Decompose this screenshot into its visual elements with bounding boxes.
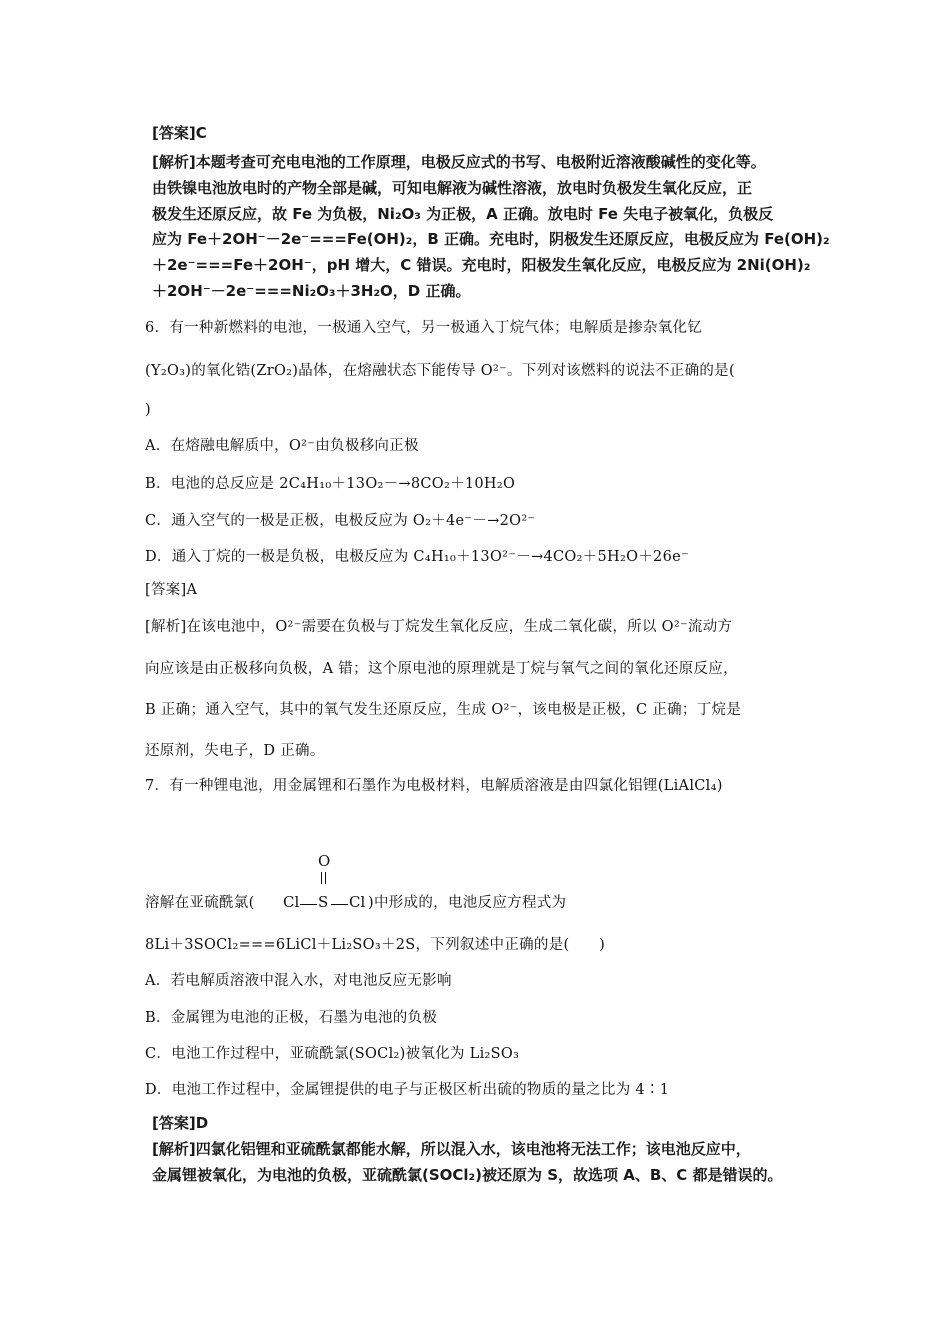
explanation-line: 金属锂被氧化，为电池的负极，亚硫酰氯(SOCl₂)被还原为 S，故选项 A、B、C 都是错误的。 — [152, 1166, 783, 1184]
q6-explanation: [解析]在该电池中，O²⁻需要在负极与丁烷发生氧化反应，生成二氧化碳，所以 O²⁻流动方 — [145, 619, 733, 635]
explanation-line: [解析]四氯化铝锂和亚硫酰氯都能水解，所以混入水，该电池将无法工作；该电池反应中， — [152, 1140, 751, 1158]
struct-oxygen: O — [318, 852, 331, 870]
q7-stem-pre: 溶解在亚硫酰氯( — [145, 895, 255, 911]
explanation-line: 应为 Fe＋2OH⁻－2e⁻===Fe(OH)₂，B 正确。充电时，阴极发生还原反应，电极反应为 Fe(OH)₂ — [152, 230, 830, 248]
q7-option-d: D．电池工作过程中，金属锂提供的电子与正极区析出硫的物质的量之比为 4∶1 — [145, 1082, 670, 1098]
single-bond-line — [331, 904, 348, 905]
explanation-line: 极发生还原反应，故 Fe 为负极，Ni₂O₃ 为正极，A 正确。放电时 Fe 失电子被氧化，负极反 — [152, 205, 774, 223]
q7-stem: 7．有一种锂电池，用金属锂和石墨作为电极材料，电解质溶液是由四氯化铝锂(LiAlCl₄) — [145, 778, 723, 794]
q6-stem: ) — [145, 402, 151, 418]
q7-option-a: A．若电解质溶液中混入水，对电池反应无影响 — [145, 973, 452, 989]
explanation-line: 由铁镍电池放电时的产物全部是碱，可知电解液为碱性溶液，放电时负极发生氧化反应，正 — [152, 179, 753, 197]
q7-stem-post: )中形成的，电池反应方程式为 — [368, 895, 567, 911]
q7-option-c: C．电池工作过程中，亚硫酰氯(SOCl₂)被氧化为 Li₂SO₃ — [145, 1046, 520, 1062]
q6-option-a: A．在熔融电解质中，O²⁻由负极移向正极 — [145, 438, 419, 454]
q6-option-d: D．通入丁烷的一极是负极，电极反应为 C₄H₁₀＋13O²⁻－→4CO₂＋5H₂O＋26e⁻ — [145, 549, 689, 565]
answer-label-q7: [答案]D — [152, 1114, 209, 1132]
explanation-line: ＋2e⁻===Fe＋2OH⁻，pH 增大，C 错误。充电时，阳极发生氧化反应，电极反应为 2Ni(OH)₂ — [152, 256, 811, 274]
q6-explanation: B 正确；通入空气，其中的氧气发生还原反应，生成 O²⁻，该电极是正极，C 正确；丁烷是 — [145, 702, 742, 718]
struct-chlorine-left: Cl — [283, 893, 300, 911]
double-bond-line — [321, 872, 322, 884]
q6-explanation: 还原剂，失电子，D 正确。 — [145, 743, 325, 759]
q6-answer: [答案]A — [145, 582, 198, 598]
q6-option-b: B．电池的总反应是 2C₄H₁₀＋13O₂－→8CO₂＋10H₂O — [145, 476, 516, 492]
double-bond-line — [325, 872, 326, 884]
struct-sulfur: S — [318, 893, 329, 911]
q6-stem: 6．有一种新燃料的电池，一极通入空气，另一极通入丁烷气体；电解质是掺杂氧化钇 — [145, 320, 703, 336]
q6-explanation: 向应该是由正极移向负极，A 错；这个原电池的原理就是丁烷与氧气之间的氧化还原反应， — [145, 661, 738, 677]
q7-equation: 8Li＋3SOCl₂===6LiCl＋Li₂SO₃＋2S，下列叙述中正确的是( ) — [145, 937, 606, 953]
q6-stem: (Y₂O₃)的氧化锆(ZrO₂)晶体，在熔融状态下能传导 O²⁻。下列对该燃料的说法不正确的是( — [145, 363, 735, 379]
q6-option-c: C．通入空气的一极是正极，电极反应为 O₂＋4e⁻－→2O²⁻ — [145, 513, 536, 529]
explanation-line: ＋2OH⁻－2e⁻===Ni₂O₃＋3H₂O，D 正确。 — [152, 282, 471, 300]
struct-chlorine-right: Cl — [349, 893, 366, 911]
q7-option-b: B．金属锂为电池的正极，石墨为电池的负极 — [145, 1010, 438, 1026]
single-bond-line — [300, 904, 317, 905]
explanation-line: [解析]本题考查可充电电池的工作原理，电极反应式的书写、电极附近溶液酸碱性的变化等。 — [152, 153, 766, 171]
answer-label-q5: [答案]C — [152, 124, 207, 142]
